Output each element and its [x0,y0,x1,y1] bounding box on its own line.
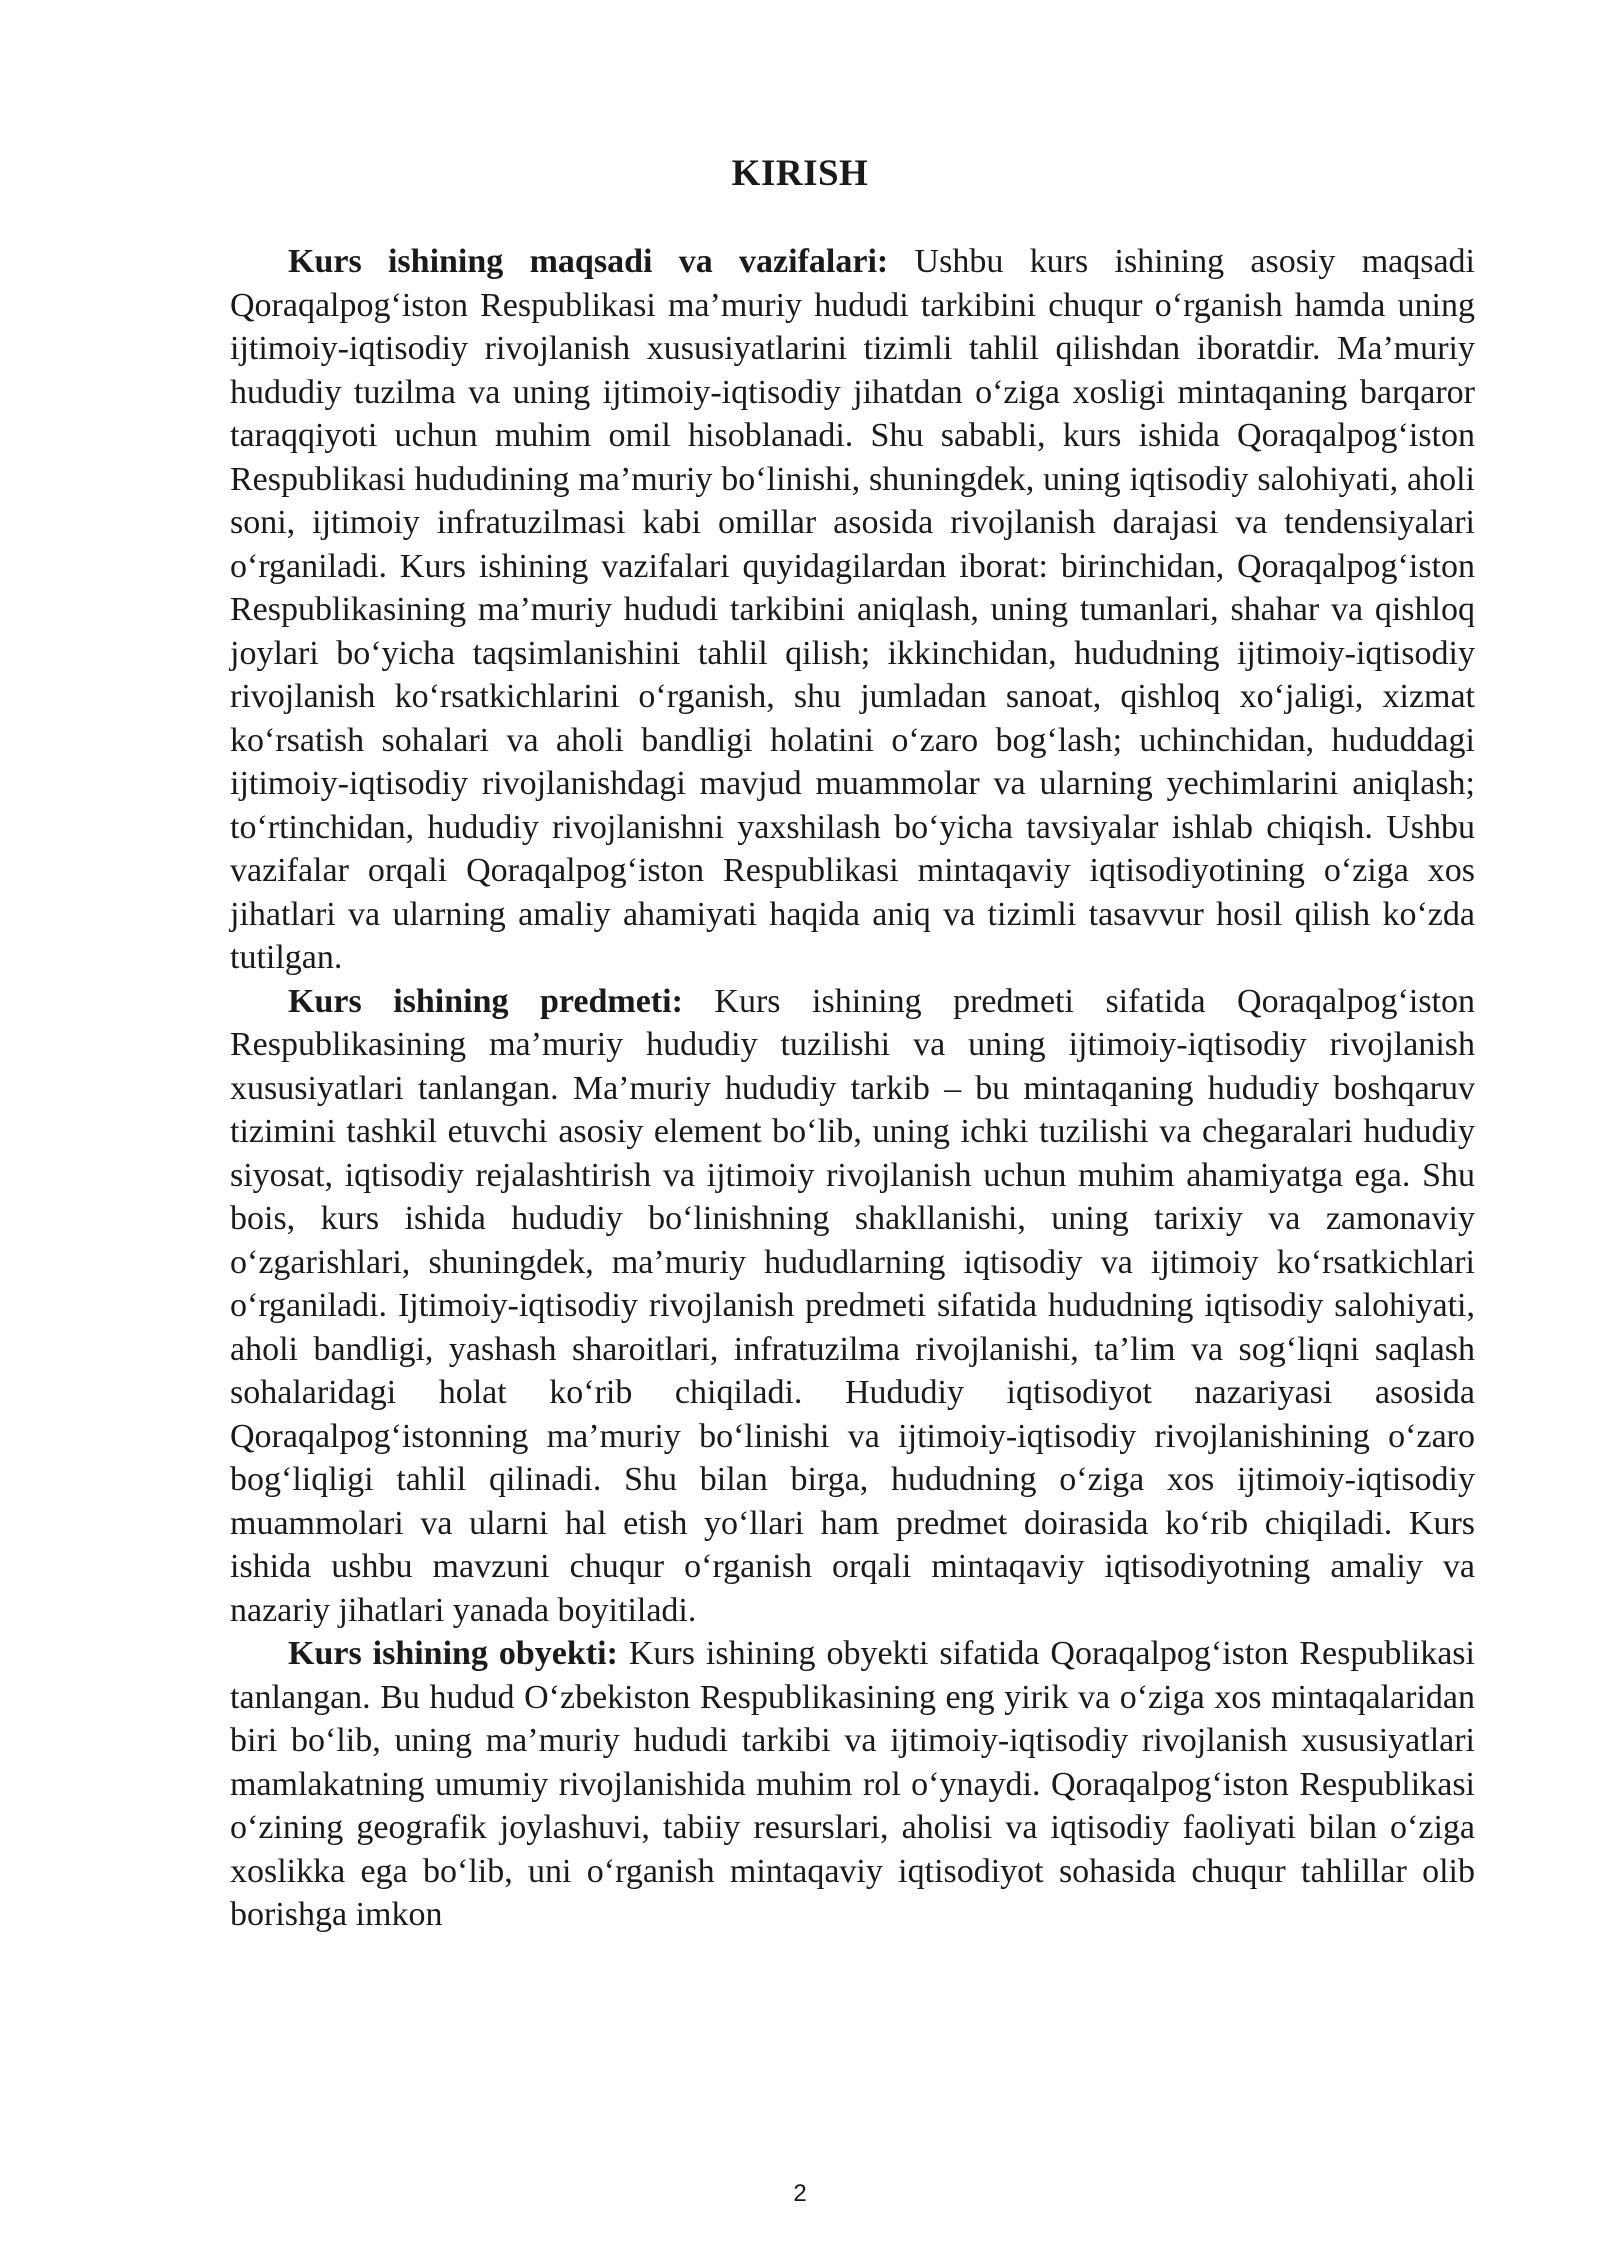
paragraph-text: Kurs ishining obyekti sifatida Qoraqalpog‘iston Respublikasi tanlangan. Bu hudud O‘zbekiston Respublikasining eng yirik va o‘ziga xos mintaqalaridan biri bo‘lib, uning ma’muriy hududi tarkibi va ijtimoiy-iqtisodiy rivojlanish xususiyatlari mamlakatning umumiy rivojlanishida muhim rol o‘ynaydi. Qoraqalpog‘iston Respublikasi o‘zining geografik joylashuvi, tabiiy resurslari, aholisi va iqtisodiy faoliyati bilan o‘ziga xoslikka ega bo‘lib, uni o‘rganish mintaqaviy iqtisodiyot sohasida chuqur tahlillar olib borishga imkon [230,1635,1475,1933]
page-title: KIRISH [731,153,869,194]
paragraph-lead: Kurs ishining obyekti: [288,1635,618,1672]
body-text [230,240,1475,1937]
paragraph-lead: Kurs ishining predmeti: [288,982,683,1020]
paragraph-obyekti [230,1632,1475,1937]
paragraph-text: Ushbu kurs ishining asosiy maqsadi Qoraqalpog‘iston Respublikasi ma’muriy hududi tarkibini chuqur o‘rganish hamda uning ijtimoiy-iqtisodiy rivojlanish xususiyatlarini tizimli tahlil qilishdan iboratdir. Ma’muriy hududiy tuzilma va uning ijtimoiy-iqtisodiy jihatdan o‘ziga xosligi mintaqaning barqaror taraqqiyoti uchun muhim omil hisoblanadi. Shu sababli, kurs ishida Qoraqalpog‘iston Respublikasi hududining ma’muriy bo‘linishi, shuningdek, uning iqtisodiy salohiyati, aholi soni, ijtimoiy infratuzilmasi kabi omillar asosida rivojlanish darajasi va tendensiyalari o‘rganiladi. Kurs ishining vazifalari quyidagilardan iborat: birinchidan, Qoraqalpog‘iston Respublikasining ma’muriy hududi tarkibini aniqlash, uning tumanlari, shahar va qishloq joylari bo‘yicha taqsimlanishini tahlil qilish; ikkinchidan, hududning ijtimoiy-iqtisodiy rivojlanish ko‘rsatkichlarini o‘rganish, shu jumladan sanoat, qishloq xo‘jaligi, xizmat ko‘rsatish sohalari va aholi bandligi holatini o‘zaro bog‘lash; uchinchidan, hududdagi ijtimoiy-iqtisodiy rivojlanishdagi mavjud muammolar va ularning yechimlarini aniqlash; to‘rtinchidan, hududiy rivojlanishni yaxshilash bo‘yicha tavsiyalar ishlab chiqish. Ushbu vazifalar orqali Qoraqalpog‘iston Respublikasi mintaqaviy iqtisodiyotining o‘ziga xos jihatlari va ularning amaliy ahamiyati haqida aniq va tizimli tasavvur hosil qilish ko‘zda tutilgan. [230,243,1475,976]
paragraph-predmeti [230,980,1475,1633]
paragraph-text: Kurs ishining predmeti sifatida Qoraqalpog‘iston Respublikasining ma’muriy hududiy tuzilishi va uning ijtimoiy-iqtisodiy rivojlanish xususiyatlari tanlangan. Ma’muriy hududiy tarkib – bu mintaqaning hududiy boshqaruv tizimini tashkil etuvchi asosiy element bo‘lib, uning ichki tuzilishi va chegaralari hududiy siyosat, iqtisodiy rejalashtirish va ijtimoiy rivojlanish uchun muhim ahamiyatga ega. Shu bois, kurs ishida hududiy bo‘linishning shakllanishi, uning tarixiy va zamonaviy o‘zgarishlari, shuningdek, ma’muriy hududlarning iqtisodiy va ijtimoiy ko‘rsatkichlari o‘rganiladi. Ijtimoiy-iqtisodiy rivojlanish predmeti sifatida hududning iqtisodiy salohiyati, aholi bandligi, yashash sharoitlari, infratuzilma rivojlanishi, ta’lim va sog‘liqni saqlash sohalaridagi holat ko‘rib chiqiladi. Hududiy iqtisodiyot nazariyasi asosida Qoraqalpog‘istonning ma’muriy bo‘linishi va ijtimoiy-iqtisodiy rivojlanishining o‘zaro bog‘liqligi tahlil qilinadi. Shu bilan birga, hududning o‘ziga xos ijtimoiy-iqtisodiy muammolari va ularni hal etish yo‘llari ham predmet doirasida ko‘rib chiqiladi. Kurs ishida ushbu mavzuni chuqur o‘rganish orqali mintaqaviy iqtisodiyotning amaliy va nazariy jihatlari yanada boyitiladi. [230,982,1475,1629]
page-number: 2 [793,2180,807,2207]
paragraph-lead: Kurs ishining maqsadi va vazifalari: [288,243,889,280]
paragraph-maqsadi [230,240,1475,980]
